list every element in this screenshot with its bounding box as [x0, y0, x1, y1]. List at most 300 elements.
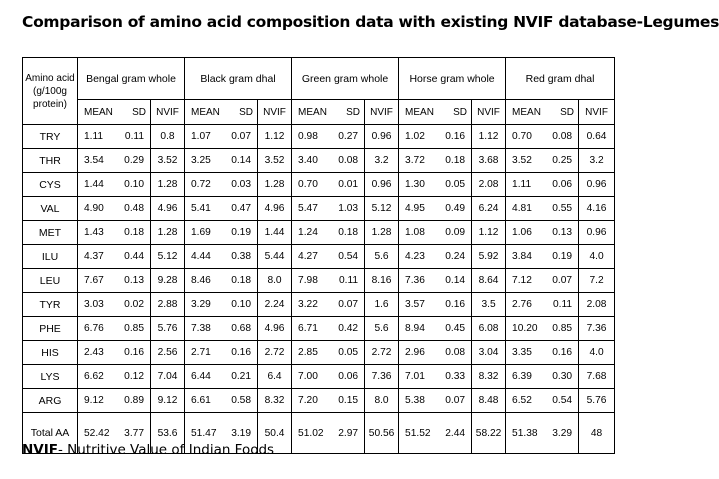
mean-sd-pair — [292, 251, 364, 262]
sd-value: 0.08 — [338, 155, 359, 166]
mean-sd-cell — [292, 149, 365, 173]
sd-label: SD — [346, 106, 361, 118]
sd-value: 0.07 — [552, 275, 573, 286]
mean-sd-cell — [399, 197, 472, 221]
mean-sd-pair — [185, 275, 257, 286]
nvif-value: 5.6 — [365, 245, 399, 269]
mean-value: 3.57 — [405, 299, 425, 310]
amino-acid-name: THR — [23, 149, 78, 173]
mean-value: 3.72 — [405, 155, 425, 166]
mean-sd-cell — [506, 389, 579, 413]
mean-value: 6.52 — [512, 395, 532, 406]
nvif-value: 2.08 — [472, 173, 506, 197]
mean-value: 7.98 — [298, 275, 318, 286]
nvif-value: 4.0 — [579, 245, 615, 269]
mean-value: 52.42 — [84, 427, 110, 439]
nvif-value: 1.28 — [258, 173, 292, 197]
mean-sd-cell — [78, 341, 151, 365]
sd-value: 0.13 — [552, 227, 573, 238]
nvif-value: 0.96 — [579, 173, 615, 197]
mean-sd-pair — [185, 299, 257, 310]
mean-value: 6.39 — [512, 371, 532, 382]
mean-sd-pair — [506, 179, 578, 190]
sd-value: 0.03 — [231, 179, 252, 190]
nvif-value: 3.2 — [365, 149, 399, 173]
mean-value: 6.61 — [191, 395, 211, 406]
nvif-value: 8.64 — [472, 269, 506, 293]
mean-sd-pair — [399, 179, 471, 190]
mean-sd-pair — [292, 107, 364, 118]
mean-sd-cell — [292, 341, 365, 365]
table-body — [23, 125, 615, 454]
mean-value: 5.41 — [191, 203, 211, 214]
sd-value: 0.15 — [338, 395, 359, 406]
sd-value: 0.18 — [231, 275, 252, 286]
sd-value: 0.16 — [445, 299, 466, 310]
sd-label: SD — [132, 106, 146, 118]
mean-sd-pair — [185, 107, 257, 118]
mean-sd-cell — [506, 269, 579, 293]
sub-header-row — [23, 100, 615, 125]
nvif-value: 2.08 — [579, 293, 615, 317]
nvif-value: 3.52 — [151, 149, 185, 173]
sd-value: 0.14 — [231, 155, 252, 166]
sd-value: 0.54 — [338, 251, 359, 262]
sd-value: 0.02 — [124, 299, 144, 310]
mean-value: 1.06 — [512, 227, 532, 238]
mean-sd-pair — [506, 203, 578, 214]
sd-label: SD — [560, 106, 575, 118]
mean-sd-pair — [185, 203, 257, 214]
nvif-value: 1.6 — [365, 293, 399, 317]
row-header: Amino acid (g/100g protein) — [23, 58, 78, 125]
mean-sd-cell — [506, 245, 579, 269]
mean-sd-pair — [292, 299, 364, 310]
footnote-abbr: NVIF — [22, 442, 58, 458]
mean-sd-pair — [399, 107, 471, 118]
mean-sd-cell — [292, 389, 365, 413]
mean-sd-cell — [185, 389, 258, 413]
sd-value: 0.07 — [338, 299, 359, 310]
sd-value: 0.19 — [552, 251, 573, 262]
mean-sd-pair — [399, 251, 471, 262]
mean-value: 6.44 — [191, 371, 211, 382]
sd-value: 0.19 — [231, 227, 252, 238]
mean-sd-pair — [78, 347, 150, 358]
mean-sd-cell — [399, 173, 472, 197]
mean-value: 7.20 — [298, 395, 318, 406]
mean-sd-pair — [399, 395, 471, 406]
amino-acid-name: HIS — [23, 341, 78, 365]
nvif-value: 2.72 — [258, 341, 292, 365]
mean-sd-cell — [78, 221, 151, 245]
mean-sd-pair — [78, 107, 150, 118]
amino-acid-name: TRY — [23, 125, 78, 149]
nvif-value: 8.16 — [365, 269, 399, 293]
mean-sd-pair — [185, 395, 257, 406]
mean-sd-cell — [292, 317, 365, 341]
mean-value: 3.22 — [298, 299, 318, 310]
mean-value: 3.54 — [84, 155, 104, 166]
sd-value: 0.16 — [231, 347, 252, 358]
nvif-value: 53.6 — [151, 413, 185, 454]
mean-sd-pair — [399, 155, 471, 166]
sd-value: 0.18 — [124, 227, 144, 238]
mean-value: 4.90 — [84, 203, 104, 214]
sd-value: 0.13 — [124, 275, 144, 286]
mean-value: 1.43 — [84, 227, 104, 238]
sd-value: 1.03 — [338, 203, 359, 214]
mean-sd-cell — [78, 365, 151, 389]
mean-sd-cell — [78, 317, 151, 341]
mean-sd-cell — [292, 173, 365, 197]
sd-value: 0.30 — [552, 371, 573, 382]
mean-sd-cell — [506, 221, 579, 245]
mean-value: 51.52 — [405, 427, 431, 439]
mean-sd-cell — [506, 413, 579, 454]
mean-value: 2.71 — [191, 347, 211, 358]
page-title: Comparison of amino acid composition data with existing NVIF database-Legumes — [22, 13, 719, 31]
group-header: Red gram dhal — [506, 58, 615, 100]
mean-value: 2.85 — [298, 347, 318, 358]
sd-value: 0.05 — [445, 179, 466, 190]
nvif-value: 5.6 — [365, 317, 399, 341]
table-row — [23, 317, 615, 341]
mean-value: 4.23 — [405, 251, 425, 262]
mean-sd-pair — [292, 347, 364, 358]
mean-value: 3.03 — [84, 299, 104, 310]
mean-sd-pair — [78, 299, 150, 310]
nvif-value: 9.12 — [151, 389, 185, 413]
mean-value: 0.70 — [298, 179, 318, 190]
mean-sd-pair — [78, 227, 150, 238]
nvif-value: 7.04 — [151, 365, 185, 389]
nvif-value: 7.36 — [365, 365, 399, 389]
mean-sd-pair — [185, 179, 257, 190]
sub-header-mean-sd — [78, 100, 151, 125]
sd-value: 3.19 — [231, 427, 252, 439]
mean-value: 8.46 — [191, 275, 211, 286]
nvif-value: 1.12 — [472, 221, 506, 245]
nvif-value: 8.32 — [472, 365, 506, 389]
mean-value: 4.44 — [191, 251, 211, 262]
mean-sd-cell — [185, 125, 258, 149]
table-row — [23, 341, 615, 365]
sd-value: 0.27 — [338, 131, 359, 142]
mean-sd-cell — [185, 173, 258, 197]
mean-value: 1.11 — [84, 131, 104, 142]
mean-sd-cell — [292, 293, 365, 317]
mean-sd-cell — [185, 269, 258, 293]
mean-sd-cell — [292, 221, 365, 245]
sd-value: 0.01 — [338, 179, 359, 190]
sd-value: 0.10 — [231, 299, 252, 310]
mean-sd-cell — [399, 245, 472, 269]
mean-label: MEAN — [298, 106, 327, 118]
mean-sd-cell — [292, 125, 365, 149]
table-row — [23, 197, 615, 221]
amino-acid-name: ARG — [23, 389, 78, 413]
nvif-value: 6.08 — [472, 317, 506, 341]
nvif-value: 0.96 — [579, 221, 615, 245]
sd-value: 0.09 — [445, 227, 466, 238]
mean-sd-pair — [78, 395, 150, 406]
amino-acid-name: MET — [23, 221, 78, 245]
amino-acid-name: LYS — [23, 365, 78, 389]
sd-value: 0.06 — [552, 179, 573, 190]
mean-value: 7.67 — [84, 275, 104, 286]
mean-sd-pair — [78, 203, 150, 214]
mean-sd-cell — [399, 269, 472, 293]
nvif-value: 8.32 — [258, 389, 292, 413]
sd-value: 0.08 — [445, 347, 466, 358]
nvif-value: 0.64 — [579, 125, 615, 149]
mean-value: 4.37 — [84, 251, 104, 262]
sd-value: 0.08 — [552, 131, 573, 142]
sd-value: 0.47 — [231, 203, 252, 214]
mean-sd-pair — [399, 299, 471, 310]
nvif-value: 1.28 — [365, 221, 399, 245]
table-row — [23, 125, 615, 149]
mean-value: 1.44 — [84, 179, 104, 190]
nvif-value: 2.88 — [151, 293, 185, 317]
nvif-value: 58.22 — [472, 413, 506, 454]
mean-value: 1.11 — [512, 179, 532, 190]
mean-sd-cell — [78, 269, 151, 293]
nvif-value: 50.4 — [258, 413, 292, 454]
nvif-value: 2.56 — [151, 341, 185, 365]
table-row — [23, 269, 615, 293]
mean-sd-pair — [506, 275, 578, 286]
mean-sd-cell — [185, 341, 258, 365]
nvif-label: NVIF — [472, 100, 506, 125]
nvif-value: 4.96 — [258, 317, 292, 341]
sd-value: 2.97 — [338, 427, 359, 439]
mean-sd-cell — [185, 293, 258, 317]
mean-sd-cell — [506, 341, 579, 365]
sd-value: 0.45 — [445, 323, 466, 334]
mean-value: 3.29 — [191, 299, 211, 310]
mean-sd-pair — [78, 323, 150, 334]
sd-value: 0.11 — [124, 131, 144, 142]
mean-sd-pair — [506, 428, 578, 439]
sd-value: 0.38 — [231, 251, 252, 262]
mean-value: 0.98 — [298, 131, 318, 142]
mean-value: 6.71 — [298, 323, 318, 334]
amino-acid-table — [22, 57, 615, 454]
sd-value: 0.11 — [552, 299, 573, 310]
mean-sd-pair — [292, 323, 364, 334]
mean-label: MEAN — [512, 106, 541, 118]
mean-sd-cell — [292, 245, 365, 269]
mean-sd-pair — [292, 179, 364, 190]
nvif-value: 1.44 — [258, 221, 292, 245]
nvif-value: 5.12 — [151, 245, 185, 269]
mean-sd-pair — [185, 155, 257, 166]
nvif-value: 3.5 — [472, 293, 506, 317]
mean-sd-pair — [292, 371, 364, 382]
nvif-label: NVIF — [579, 100, 615, 125]
mean-sd-cell — [506, 293, 579, 317]
nvif-value: 3.2 — [579, 149, 615, 173]
sd-value: 0.16 — [445, 131, 466, 142]
group-header: Horse gram whole — [399, 58, 506, 100]
mean-sd-pair — [292, 203, 364, 214]
mean-sd-cell — [399, 389, 472, 413]
mean-sd-cell — [399, 413, 472, 454]
mean-sd-pair — [78, 428, 150, 439]
nvif-value: 2.24 — [258, 293, 292, 317]
amino-acid-name: VAL — [23, 197, 78, 221]
nvif-value: 50.56 — [365, 413, 399, 454]
nvif-label: NVIF — [258, 100, 292, 125]
mean-value: 1.02 — [405, 131, 425, 142]
table-row — [23, 389, 615, 413]
footnote — [22, 442, 274, 458]
nvif-value: 3.68 — [472, 149, 506, 173]
mean-value: 2.76 — [512, 299, 532, 310]
mean-sd-cell — [292, 269, 365, 293]
sd-value: 0.24 — [445, 251, 466, 262]
mean-sd-pair — [399, 203, 471, 214]
sd-value: 0.16 — [552, 347, 573, 358]
sub-header-mean-sd — [292, 100, 365, 125]
mean-sd-cell — [292, 365, 365, 389]
mean-sd-cell — [185, 221, 258, 245]
nvif-value: 0.96 — [365, 173, 399, 197]
mean-value: 5.47 — [298, 203, 318, 214]
mean-sd-pair — [185, 428, 257, 439]
mean-value: 51.38 — [512, 427, 538, 439]
sd-value: 0.85 — [552, 323, 573, 334]
table-row — [23, 173, 615, 197]
mean-sd-pair — [399, 428, 471, 439]
sd-value: 0.16 — [124, 347, 144, 358]
nvif-value: 5.76 — [151, 317, 185, 341]
mean-sd-pair — [506, 227, 578, 238]
mean-value: 7.36 — [405, 275, 425, 286]
mean-value: 10.20 — [512, 323, 538, 334]
sd-value: 2.44 — [445, 427, 466, 439]
mean-sd-pair — [506, 395, 578, 406]
mean-sd-cell — [506, 149, 579, 173]
nvif-value: 6.4 — [258, 365, 292, 389]
mean-value: 1.24 — [298, 227, 318, 238]
sd-value: 0.21 — [231, 371, 252, 382]
mean-value: 0.70 — [512, 131, 532, 142]
sd-value: 0.29 — [124, 155, 144, 166]
nvif-value: 8.48 — [472, 389, 506, 413]
sd-value: 0.12 — [124, 371, 144, 382]
mean-value: 7.38 — [191, 323, 211, 334]
mean-label: MEAN — [84, 106, 113, 118]
mean-value: 51.47 — [191, 427, 217, 439]
nvif-value: 5.12 — [365, 197, 399, 221]
table-row — [23, 365, 615, 389]
mean-sd-cell — [185, 197, 258, 221]
nvif-value: 4.16 — [579, 197, 615, 221]
mean-sd-pair — [78, 275, 150, 286]
mean-sd-pair — [78, 155, 150, 166]
sd-value: 0.44 — [124, 251, 144, 262]
mean-sd-cell — [399, 125, 472, 149]
mean-sd-cell — [506, 197, 579, 221]
mean-sd-pair — [506, 299, 578, 310]
amino-acid-name: Total AA — [23, 413, 78, 454]
mean-value: 3.52 — [512, 155, 532, 166]
mean-sd-pair — [78, 251, 150, 262]
nvif-label: NVIF — [151, 100, 185, 125]
nvif-value: 0.96 — [365, 125, 399, 149]
mean-value: 51.02 — [298, 427, 324, 439]
mean-value: 9.12 — [84, 395, 104, 406]
mean-value: 2.96 — [405, 347, 425, 358]
sd-value: 0.18 — [338, 227, 359, 238]
nvif-value: 5.76 — [579, 389, 615, 413]
mean-sd-cell — [399, 317, 472, 341]
nvif-value: 4.96 — [258, 197, 292, 221]
mean-sd-cell — [506, 125, 579, 149]
table-row — [23, 221, 615, 245]
mean-sd-cell — [399, 149, 472, 173]
amino-acid-name: CYS — [23, 173, 78, 197]
sd-value: 0.11 — [338, 275, 359, 286]
sd-value: 0.68 — [231, 323, 252, 334]
sd-value: 0.14 — [445, 275, 466, 286]
mean-sd-cell — [506, 365, 579, 389]
mean-value: 1.69 — [191, 227, 211, 238]
sd-value: 3.77 — [124, 427, 144, 439]
mean-value: 3.25 — [191, 155, 211, 166]
sd-value: 0.05 — [338, 347, 359, 358]
sd-value: 0.55 — [552, 203, 573, 214]
sd-value: 3.29 — [552, 427, 573, 439]
nvif-value: 2.72 — [365, 341, 399, 365]
sd-value: 0.25 — [552, 155, 573, 166]
nvif-value: 7.68 — [579, 365, 615, 389]
mean-sd-pair — [292, 227, 364, 238]
mean-value: 1.07 — [191, 131, 211, 142]
nvif-label: NVIF — [365, 100, 399, 125]
mean-sd-pair — [506, 323, 578, 334]
mean-sd-cell — [78, 173, 151, 197]
sub-header-mean-sd — [185, 100, 258, 125]
nvif-value: 9.28 — [151, 269, 185, 293]
mean-sd-cell — [78, 293, 151, 317]
mean-sd-cell — [78, 197, 151, 221]
mean-sd-pair — [78, 131, 150, 142]
mean-sd-pair — [506, 131, 578, 142]
mean-sd-pair — [399, 371, 471, 382]
mean-value: 6.62 — [84, 371, 104, 382]
mean-sd-pair — [292, 395, 364, 406]
mean-sd-cell — [399, 293, 472, 317]
nvif-value: 8.0 — [258, 269, 292, 293]
mean-sd-pair — [292, 131, 364, 142]
sd-value: 0.18 — [445, 155, 466, 166]
mean-sd-pair — [292, 155, 364, 166]
sd-value: 0.49 — [445, 203, 466, 214]
amino-acid-name: TYR — [23, 293, 78, 317]
nvif-value: 3.52 — [258, 149, 292, 173]
sd-value: 0.54 — [552, 395, 573, 406]
amino-acid-name: ILU — [23, 245, 78, 269]
mean-label: MEAN — [405, 106, 434, 118]
mean-sd-pair — [292, 275, 364, 286]
mean-sd-cell — [399, 221, 472, 245]
sd-value: 0.85 — [124, 323, 144, 334]
mean-value: 8.94 — [405, 323, 425, 334]
